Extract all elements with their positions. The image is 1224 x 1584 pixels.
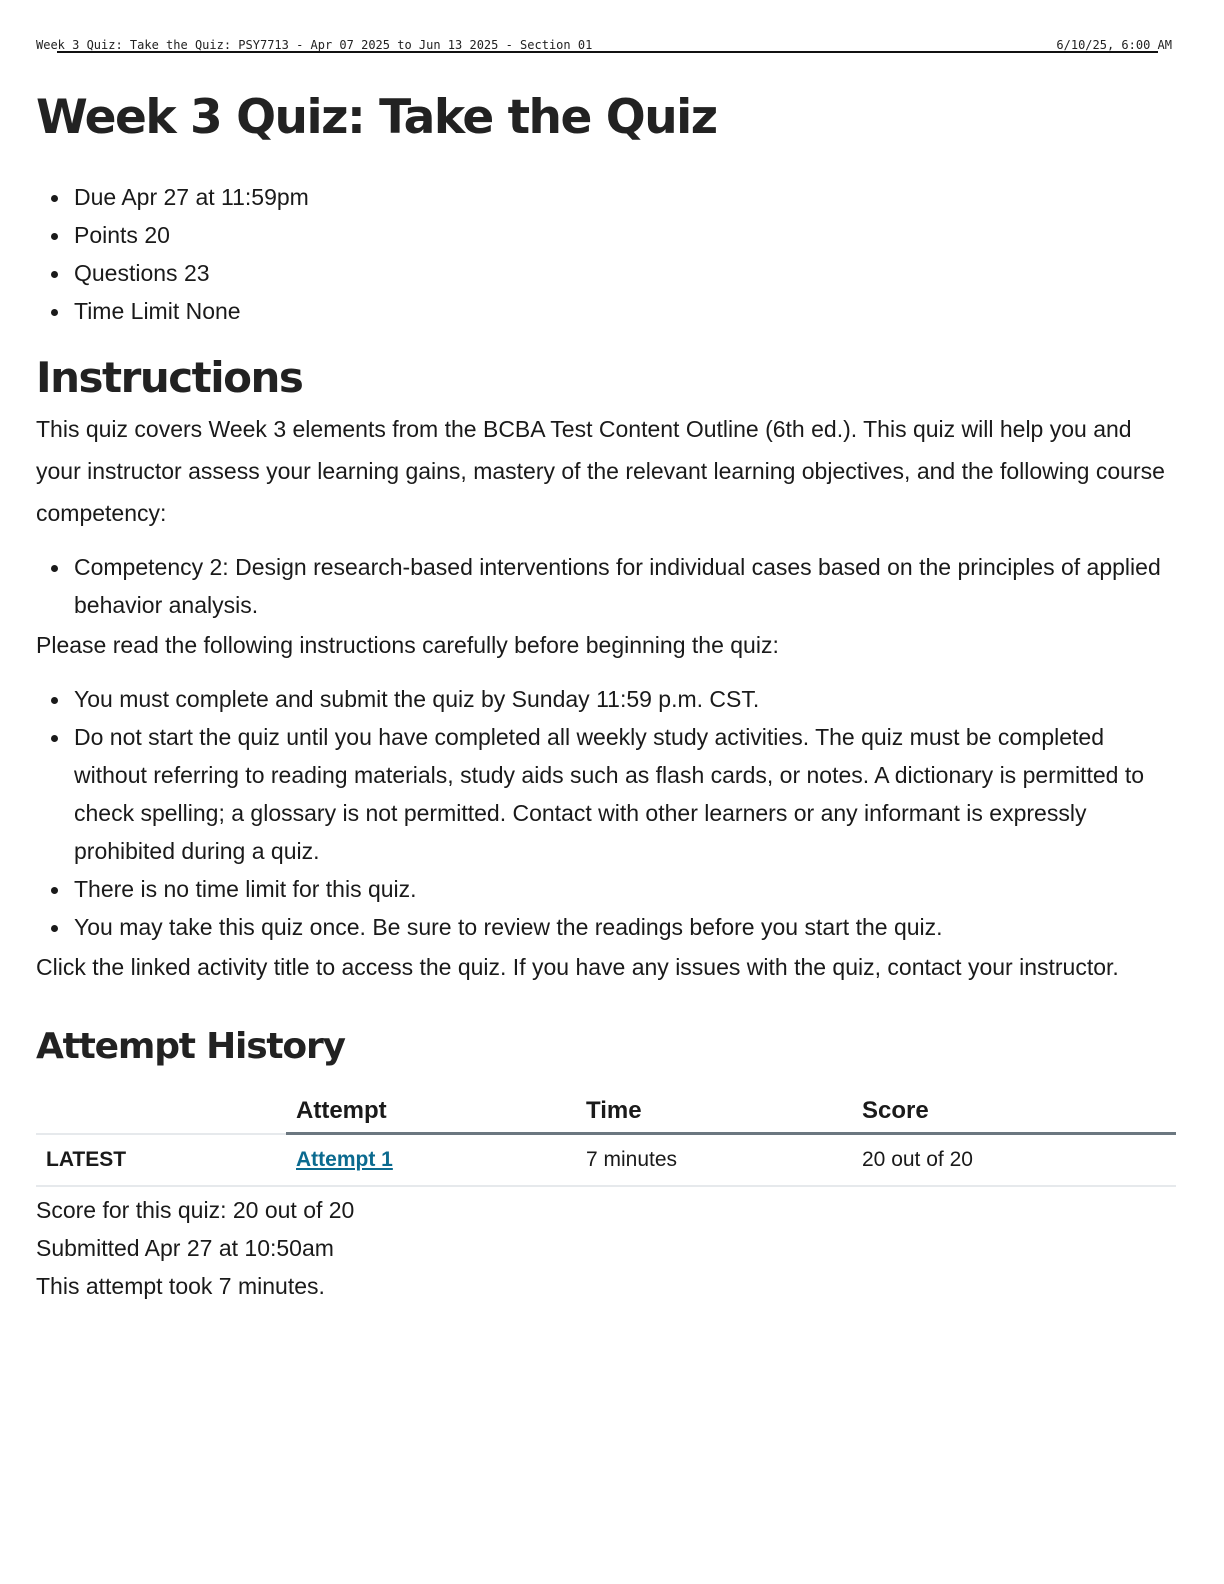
column-header-time: Time [576,1090,852,1134]
instructions-read-note: Please read the following instructions carefully before beginning the quiz: [36,632,779,658]
table-row [36,1134,1176,1187]
latest-label: LATEST [36,1134,286,1187]
column-header-label [36,1090,286,1134]
questions-item: Questions 23 [36,254,1176,292]
page-title: Week 3 Quiz: Take the Quiz [36,90,717,145]
rule-item: Do not start the quiz until you have completed all weekly study activities. The quiz must be completed without referring to reading materials, study aids such as flash cards, or notes. A dictionary is permitted to check spelling; a glossary is not permitted. Contact with other learners or any informant is expressly prohibited during a quiz. [36,718,1176,870]
competency-item: Competency 2: Design research-based interventions for individual cases based on the principles of applied behavior analysis. [36,548,1176,624]
submitted-text: Submitted Apr 27 at 10:50am [36,1235,334,1261]
print-header [36,34,1172,52]
duration-text: This attempt took 7 minutes. [36,1273,325,1299]
points-item: Points 20 [36,216,1176,254]
due-date-item: Due Apr 27 at 11:59pm [36,178,1176,216]
rule-item: There is no time limit for this quiz. [36,870,1176,908]
time-cell: 7 minutes [576,1134,852,1187]
instructions-intro: This quiz covers Week 3 elements from the BCBA Test Content Outline (6th ed.). This quiz will help you and your instructor assess your learning gains, mastery of the relevant learning objectives, and the following course competency: [36,416,1165,526]
rule-item: You must complete and submit the quiz by Sunday 11:59 p.m. CST. [36,680,1176,718]
print-header-title: Week 3 Quiz: Take the Quiz: PSY7713 - Apr 07 2025 to Jun 13 2025 - Section 01 [36,38,593,52]
table-header-row [36,1090,1176,1134]
print-header-divider [57,51,1158,53]
quiz-details-list [36,178,1176,330]
column-header-score: Score [852,1090,1176,1134]
instructions-heading: Instructions [36,353,303,402]
quiz-score-text: Score for this quiz: 20 out of 20 [36,1197,355,1223]
attempt-history-heading: Attempt History [36,1026,345,1067]
instructions-closing: Click the linked activity title to access the quiz. If you have any issues with the quiz, contact your instructor. [36,954,1119,980]
page-content [36,84,1176,1305]
competency-list [36,548,1176,624]
column-header-attempt: Attempt [286,1090,576,1134]
attempt-summary [36,1191,1176,1305]
score-cell: 20 out of 20 [852,1134,1176,1187]
attempt-1-link[interactable]: Attempt 1 [296,1148,393,1171]
time-limit-item: Time Limit None [36,292,1176,330]
rule-item: You may take this quiz once. Be sure to review the readings before you start the quiz. [36,908,1176,946]
attempt-history-table [36,1090,1176,1187]
quiz-rules-list [36,680,1176,946]
print-header-timestamp: 6/10/25, 6:00 AM [1056,38,1172,52]
attempt-cell [286,1134,576,1187]
